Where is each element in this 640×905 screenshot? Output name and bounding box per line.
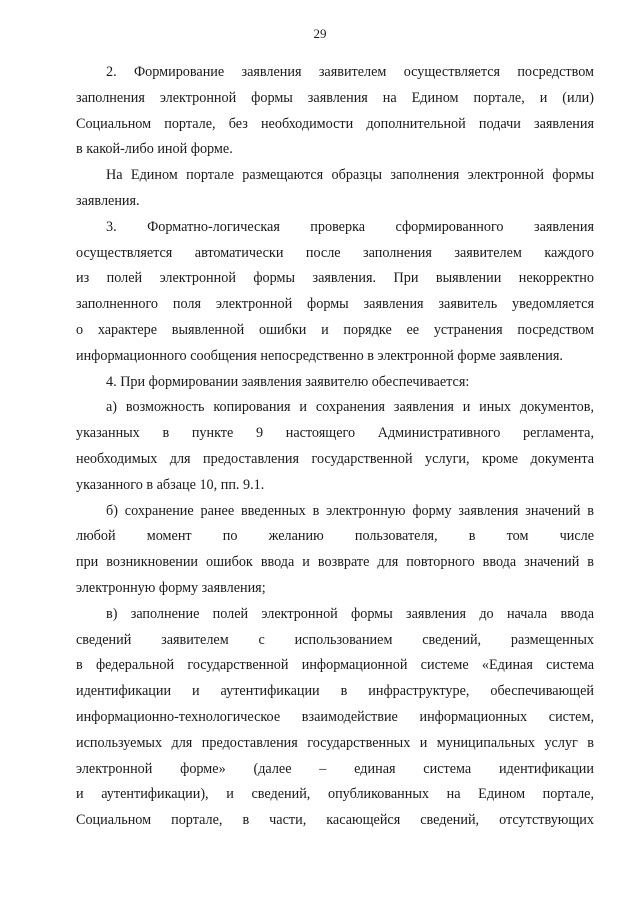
text-line: сведений заявителем с использованием сведений, размещенных: [76, 631, 594, 648]
text-line: а) возможность копирования и сохранения заявления и иных документов,: [106, 399, 594, 416]
text-line: заполненного поля электронной формы заявления заявитель уведомляется: [76, 296, 594, 313]
text-line: идентификации и аутентификации в инфраструктуре, обеспечивающей: [76, 683, 594, 700]
text-line: указанного в абзаце 10, пп. 9.1.: [76, 476, 265, 493]
text-line: На Едином портале размещаются образцы заполнения электронной формы: [106, 167, 594, 184]
text-line: в федеральной государственной информационной системе «Единая система: [76, 657, 594, 674]
text-line: информационного сообщения непосредственно в электронной форме заявления.: [76, 347, 563, 364]
text-line: Социальном портале, без необходимости дополнительной подачи заявления: [76, 115, 594, 132]
text-line: 3. Форматно-логическая проверка сформированного заявления: [106, 218, 594, 235]
text-line: электронной форме» (далее – единая система идентификации: [76, 760, 594, 777]
text-line: в) заполнение полей электронной формы заявления до начала ввода: [106, 605, 594, 622]
text-line: Социальном портале, в части, касающейся сведений, отсутствующих: [76, 812, 594, 829]
text-line: из полей электронной формы заявления. При выявлении некорректно: [76, 270, 594, 287]
paragraph-subitem-v: [76, 602, 594, 834]
paragraph-subitem-a: [76, 395, 594, 498]
text-line: используемых для предоставления государственных и муниципальных услуг в: [76, 734, 594, 751]
text-line: 2. Формирование заявления заявителем осуществляется посредством: [106, 64, 594, 80]
text-line: в какой-либо иной форме.: [76, 141, 233, 158]
text-line: о характере выявленной ошибки и порядке ее устранения посредством: [76, 321, 594, 338]
paragraph-subitem-b: [76, 499, 594, 602]
text-line: при возникновении ошибок ввода и возврате для повторного ввода значений в: [76, 554, 594, 571]
text-line: 4. При формировании заявления заявителю обеспечивается:: [106, 373, 470, 390]
paragraph-samples: [76, 163, 594, 215]
text-line: и аутентификации), и сведений, опубликованных на Едином портале,: [76, 786, 594, 803]
paragraph-item-2: [76, 60, 594, 163]
text-line: электронную форму заявления;: [76, 579, 266, 596]
text-line: необходимых для предоставления государственной услуги, кроме документа: [76, 450, 594, 467]
text-line: б) сохранение ранее введенных в электронную форму заявления значений в: [106, 502, 594, 519]
paragraph-item-3: [76, 215, 594, 370]
text-line: осуществляется автоматически после заполнения заявителем каждого: [76, 244, 594, 261]
page-number: 29: [313, 26, 327, 41]
document-body: [76, 60, 594, 834]
text-line: информационно-технологическое взаимодействие информационных систем,: [76, 708, 594, 725]
text-line: заполнения электронной формы заявления на Едином портале, и (или): [76, 89, 594, 106]
paragraph-item-4: [76, 370, 594, 396]
text-line: указанных в пункте 9 настоящего Административного регламента,: [76, 425, 594, 442]
text-line: любой момент по желанию пользователя, в том числе: [76, 528, 594, 545]
text-line: заявления.: [76, 192, 140, 209]
